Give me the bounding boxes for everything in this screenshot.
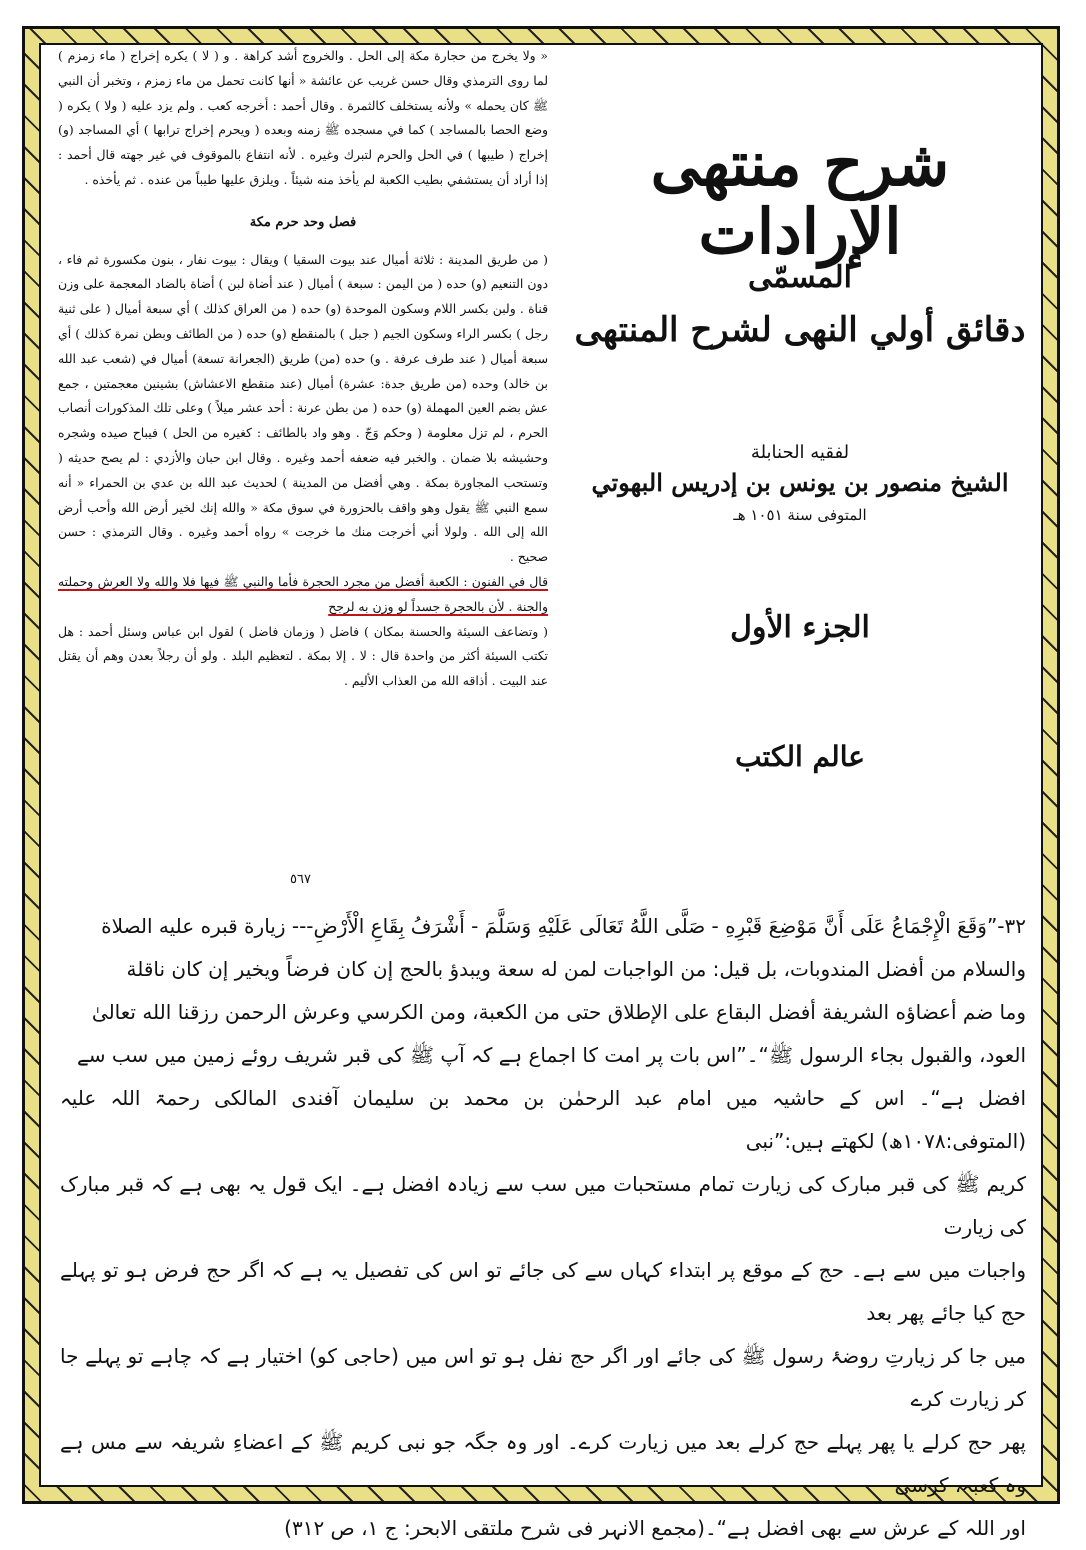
commentary-line: پھر حج کرلے یا پھر پہلے حج کرلے بعد میں زیارت کرے۔ اور وہ جگہ جو نبی کریم ﷺ کے اعضاءِ شریفہ سے مس ہے وہ کعبہ، کرسی [60,1430,1026,1497]
commentary-line: واجبات میں سے ہے۔ حج کے موقع پر ابتداء کہاں سے کی جائے تو اس کی تفصیل یہ ہے کہ اگر حج فرض ہو تو پہلے حج کیا جائے پھر بعد [60,1258,1026,1325]
commentary-line: والسلام من أفضل المندوبات، بل قيل: من الواجبات لمن له سعة ويبدؤ بالحج إن كان فرضاً ويخير إن كان ناقلة [126,957,1026,981]
commentary-line: وما ضم أعضاؤه الشريفة أفضل البقاع على الإطلاق حتى من الكعبة، ومن الكرسي وعرش الرحمن رزقنا الله تعالیٰ [91,1000,1026,1024]
commentary-line: میں جا کر زیارتِ روضۂ رسول ﷺ کی جائے اور اگر حج نفل ہو تو اس میں (حاجی کو) اختیار ہے کہ چاہے تو پہلے جا کر زیارت کرے [60,1344,1026,1411]
section-heading: فصل وحد حرم مكة [249,214,357,230]
book-cover [560,60,1040,820]
commentary-line: اور اللہ کے عرش سے بھی افضل ہے“۔(مجمع الانہر فی شرح ملتقی الابحر: ج ۱، ص ۳۱۲) [284,1516,1026,1540]
volume-label: الجزء الأول [730,610,870,645]
book-title: شرح منتهى الإرادات [650,127,950,269]
commentary-line: کریم ﷺ کی قبر مبارک کی زیارت تمام مستحبات میں سب سے زیادہ افضل ہے۔ ایک قول یہ بھی ہے کہ قبر مبارک کی زیارت [60,1172,1026,1239]
page-number: ٥٦٧ [290,872,311,887]
commentary-line: افضل ہے“۔ اس کے حاشیہ میں امام عبد الرحمٰن بن محمد بن سلیمان آفندی المالکی رحمۃ اللہ علیہ (المتوفی:۱۰۷۸ھ) لکھتے ہیں:”نبی [60,1086,1026,1153]
scanned-book-page [58,44,548,854]
author-name: الشيخ منصور بن يونس بن إدريس البهوتي [591,468,1009,497]
publisher-name: عالم الكتب [735,740,865,773]
author-death-date: المتوفى سنة ١٠٥١ هـ [733,506,867,524]
highlighted-quote: قال في الفنون : الكعبة أفضل من مجرد الحجرة فأما والنبي ﷺ فيها فلا والله ولا العرش وحملته والجنة . لأن بالحجرة جسداً لو وزن به لرجح [58,573,548,614]
commentary-line: العود، والقبول بجاء الرسول ﷺ“۔”اس بات پر امت کا اجماع ہے کہ آپ ﷺ کی قبر شریف روئے زمین میں سب سے [77,1043,1026,1067]
author-epithet: لفقيه الحنابلة [750,442,850,463]
commentary-block [60,905,1026,1550]
scan-paragraph-2: ( من طريق المدينة : ثلاثة أميال عند بيوت السقيا ) ويقال : بيوت نفار ، بنون مكسورة ثم فاء ، دون التنعيم (و) حده ( من اليمن : سبعة ) أميال ( عند أضاة لبن ) أضاة بالضاد المعجمة على وزن قناة . ولبن بكسر اللام وسكون الموحدة (و) حده ( من العراق كذلك ) أي سبعة أميال ( على ثنية رجل ) بكسر الراء وسكون الجيم ( جبل ) بالمنقطع (و) حده ( من الطائف وبطن نمرة كذلك ) أي سبعة أميال ( عند طرف عرفة . و) حده (من) طريق (الجعرانة تسعة) أميال في (شعب عبد الله بن خالد) وحده (من طريق جدة: عشرة) أميال (عند منقطع الاعشاش) بشينين معجمتين ، جمع عش بضم العين المهملة (و) حده ( من بطن عرنة : أحد عشر ميلاً ) وعلى تلك المذكورات أنصاب الحرم ، لم تزل معلومة ( وحكم وَجّ . وهو واد بالطائف : كغيره من الحل ) فيباح صيده وشجره وحشيشه بلا ضمان . والخبر فيه ضعفه أحمد وغيره . وقال ابن حبان والأزدي : لم يصح حديثه ( وتستحب المجاورة بمكة . وهي أفضل من المدينة ) لحديث عبد الله بن عدي بن الحمراء « أنه سمع النبي ﷺ يقول وهو واقف بالحزورة في سوق مكة « والله إنك لخير أرض الله وأحب أرض الله إلى الله . ولولا أني أخرجت منك ما خرجت » رواه أحمد وغيره . وقال الترمذي : حسن صحيح . [58,251,548,565]
scan-paragraph-3: ( وتضاعف السيئة والحسنة بمكان ) فاضل ( وزمان فاضل ) لقول ابن عباس وسئل أحمد : هل تكتب السيئة أكثر من واحدة قال : لا . إلا بمكة . لتعظيم البلد . ولو أن رجلاً بعدن وهم أن يقتل عند البيت . أذاقه الله من العذاب الأليم . [58,623,548,689]
commentary-line: ۳۲-”وَقَعَ الْإِجْمَاعُ عَلَى أَنَّ مَوْضِعَ قَبْرِهِ - صَلَّى اللَّهُ تَعَالَى عَلَيْهِ وَسَلَّمَ - أَشْرَفُ بِقَاعِ الْأَرْضِ--- زيارة قبره عليه الصلاة [101,914,1026,938]
book-subtitle: دقائق أولي النهى لشرح المنتهى [574,310,1026,350]
scan-paragraph-1: « ولا يخرج من حجارة مكة إلى الحل . والخروج أشد كراهة . و ( لا ) يكره إخراج ( ماء زمزم ) لما روى الترمذي وقال حسن غريب عن عائشة « أنها كانت تحمل من ماء زمزم ، وتخبر أن النبي ﷺ كان يحمله » ولأنه يستخلف كالثمرة . وقال أحمد : أخرجه كعب . ولم يزد عليه ( ولا ) يكره ( وضع الحصا بالمساجد ) كما في مسجده ﷺ زمنه وبعده ( ويحرم إخراج ترابها ) أي المساجد (و) إخراج ( طيبها ) في الحل والحرم لتبرك وغيره . لأنه انتفاع بالموقوف في غير جهته قال أحمد : إذا أراد أن يستشفي بطيب الكعبة لم يأخذ منه شيئاً . ويلزق عليها طيباً من عنده . ثم يأخذه . [58,48,548,187]
book-called-label: المسمّى [748,260,852,295]
